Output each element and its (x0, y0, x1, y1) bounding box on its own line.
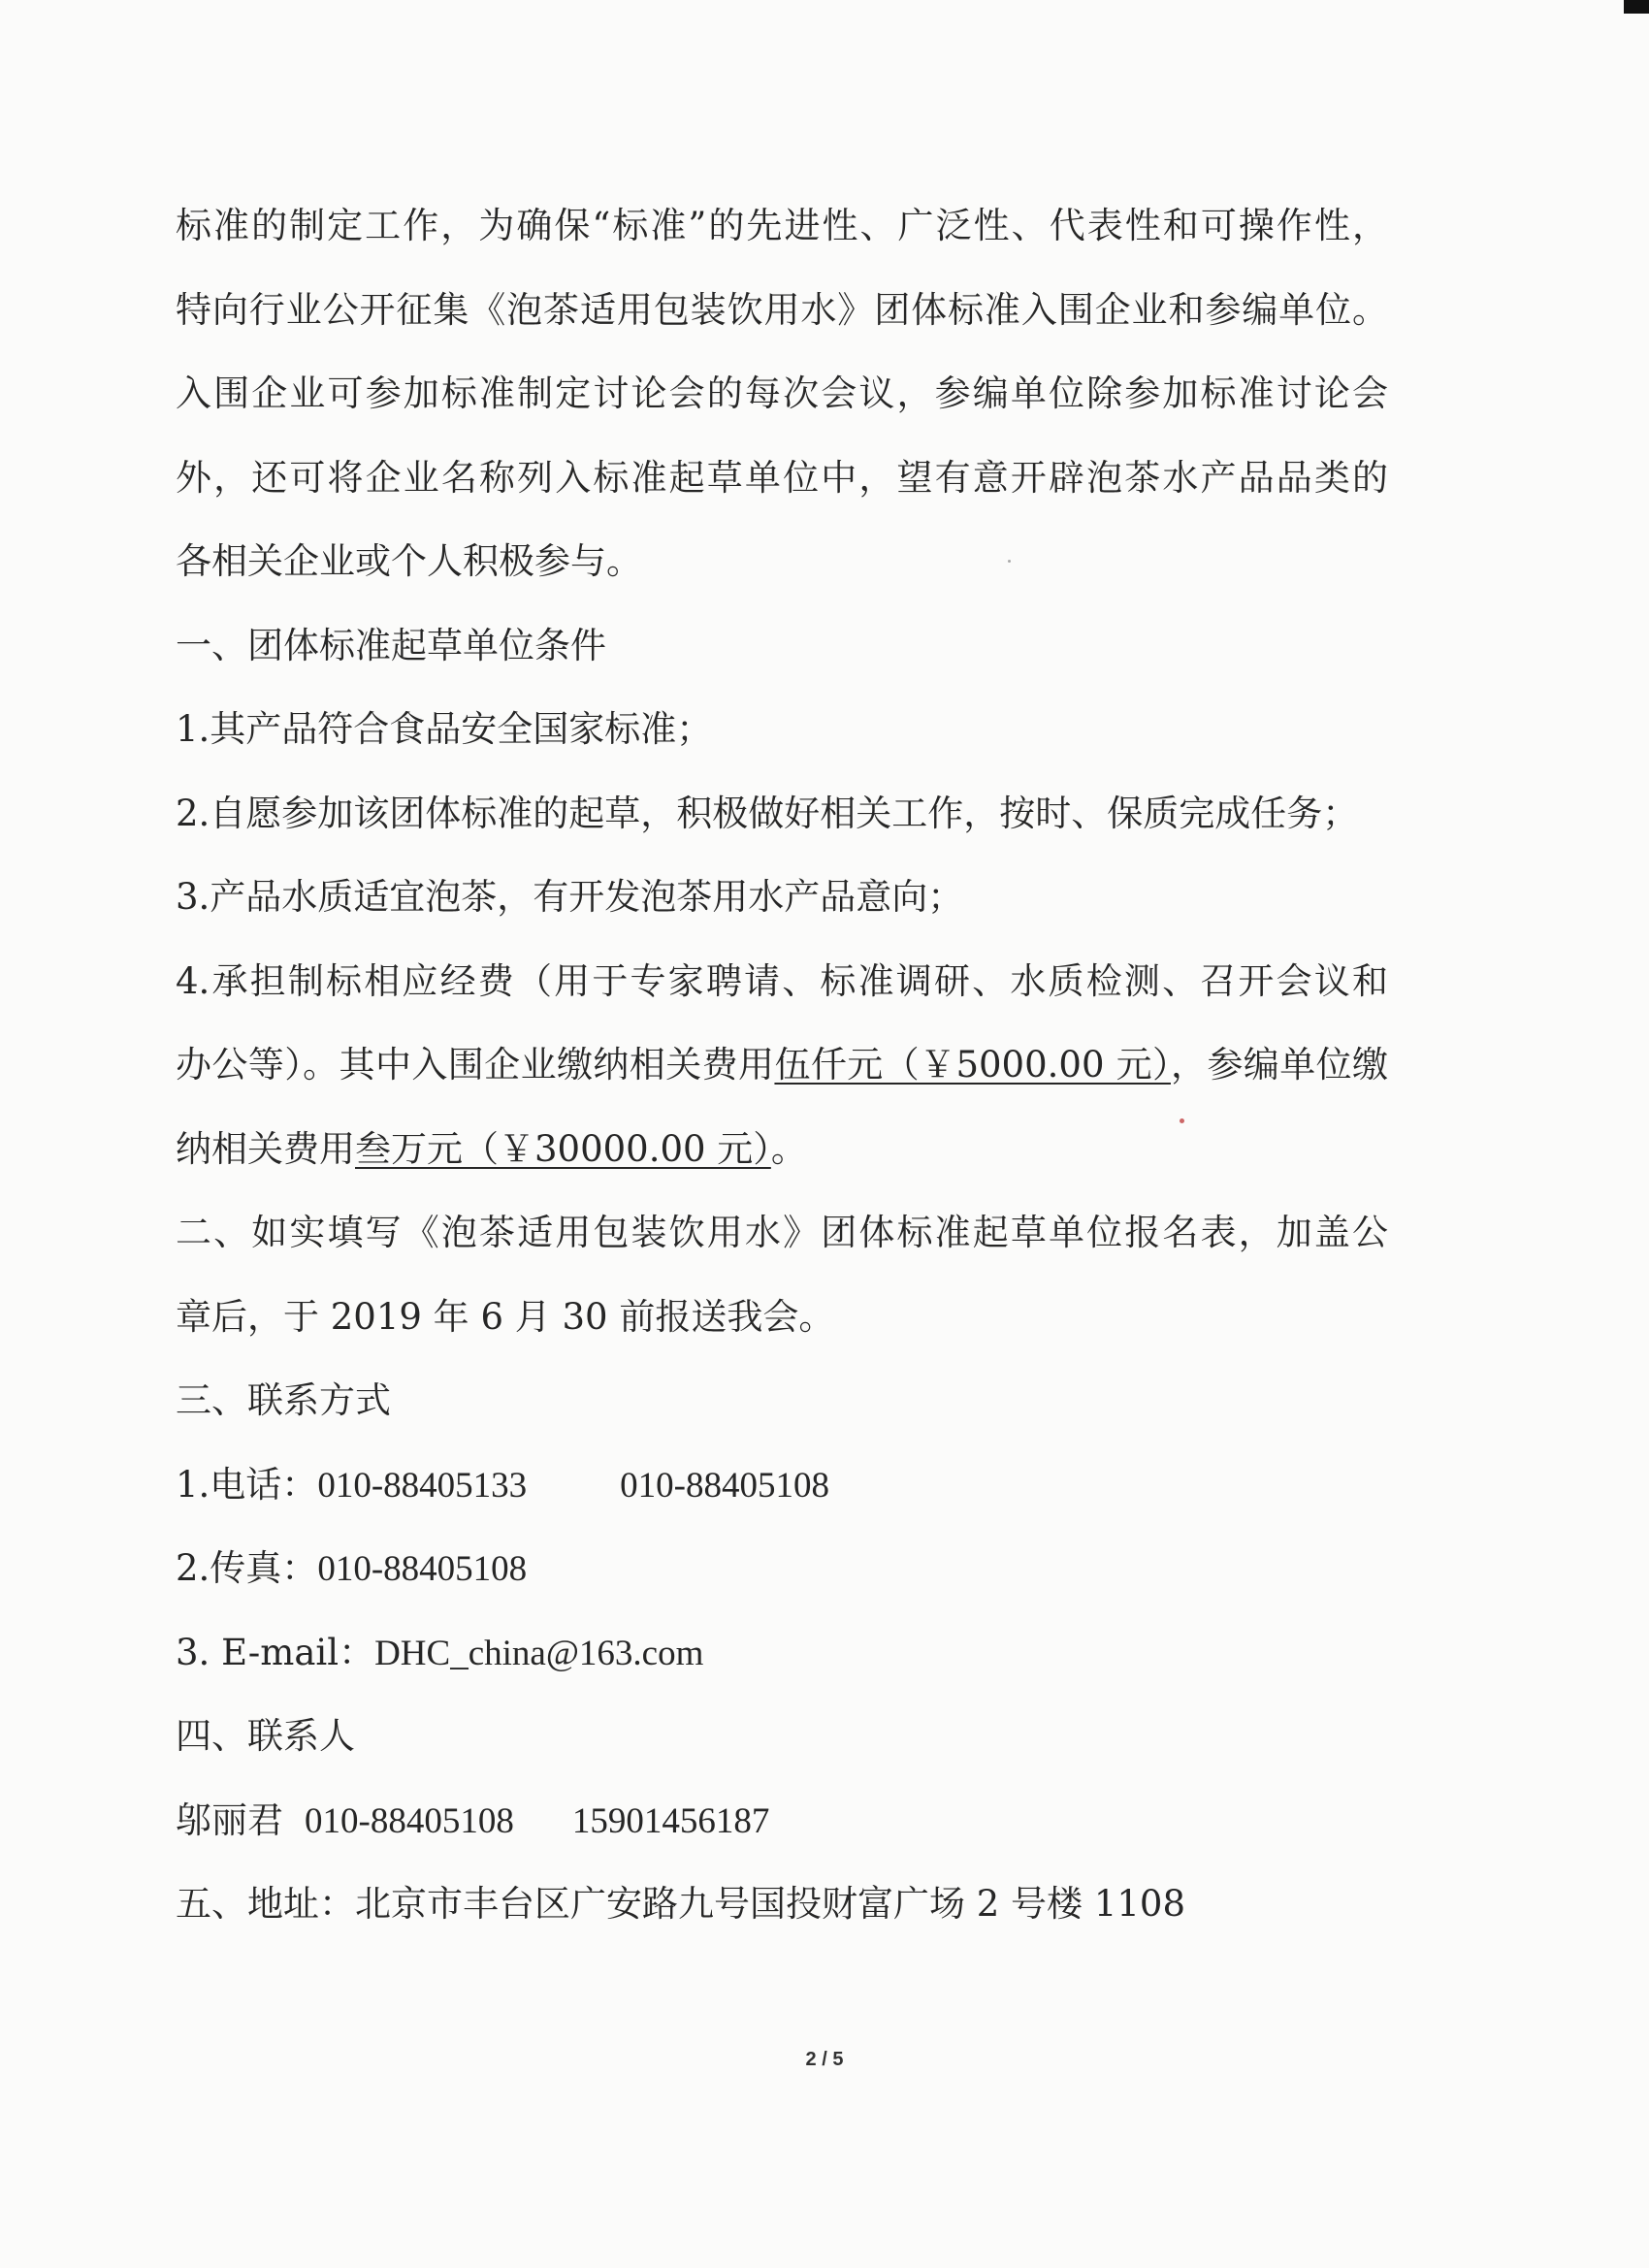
contact-name: 邬丽君 (176, 1798, 283, 1841)
email-address: DHC_china@163.com (374, 1633, 704, 1673)
section-heading-conditions: 一、团体标准起草单位条件 (176, 624, 606, 666)
fax-number: 010-88405108 (317, 1549, 528, 1589)
section-registration-cont: 章后，于 2019 年 6 月 30 前报送我会。 (176, 1295, 835, 1338)
email-label: 3. E-mail： (176, 1631, 375, 1673)
condition-item-4-end (176, 1122, 1388, 1207)
address-label: 五、地址： (176, 1883, 355, 1925)
condition-item-4-cont (176, 1038, 1388, 1122)
contact-email (176, 1626, 1388, 1710)
scan-speck (1008, 560, 1011, 563)
condition-item-2: 2.自愿参加该团体标准的起草，积极做好相关工作，按时、保质完成任务； (176, 792, 1359, 834)
paragraph-line: 外，还可将企业名称列入标准起草单位中，望有意开辟泡茶水产品品类的 (176, 456, 1388, 499)
phone-label: 1.电话： (176, 1463, 318, 1506)
paragraph-line: 标准的制定工作，为确保“标准”的先进性、广泛性、代表性和可操作性， (176, 205, 1388, 246)
paragraph-line: 入围企业可参加标准制定讨论会的每次会议，参编单位除参加标准讨论会 (176, 373, 1388, 414)
contact-tel: 010-88405108 (305, 1800, 514, 1841)
paragraph-line: 各相关企业或个人积极参与。 (176, 540, 642, 582)
fee-text: 纳相关费用 (176, 1127, 355, 1170)
fax-label: 2.传真： (176, 1547, 318, 1589)
condition-item-3: 3.产品水质适宜泡茶，有开发泡茶用水产品意向； (176, 876, 964, 918)
section-heading-contact: 三、联系方式 (176, 1379, 391, 1421)
contact-fax (176, 1541, 1388, 1626)
paragraph-line: 特向行业公开征集《泡茶适用包装饮用水》团体标准入围企业和参编单位。 (176, 288, 1388, 331)
enterprise-fee: 伍仟元（￥5000.00 元） (774, 1044, 1171, 1085)
condition-item-1: 1.其产品符合食品安全国家标准； (176, 708, 713, 750)
contact-phone (176, 1458, 1388, 1542)
document-body (176, 199, 1388, 1961)
scan-speck (1180, 1118, 1184, 1123)
phone-number-1: 010-88405133 (317, 1465, 528, 1506)
section-registration: 二、如实填写《泡茶适用包装饮用水》团体标准起草单位报名表，加盖公 (176, 1212, 1388, 1253)
address-line (176, 1877, 1388, 1961)
section-heading-contact-person: 四、联系人 (176, 1715, 355, 1757)
scan-corner-mark (1624, 0, 1649, 14)
condition-item-4: 4.承担制标相应经费（用于专家聘请、标准调研、水质检测、召开会议和 (176, 959, 1388, 1002)
fee-text: ，参编单位缴 (1170, 1044, 1389, 1085)
phone-number-2: 010-88405108 (620, 1465, 829, 1506)
contact-mobile: 15901456187 (571, 1800, 770, 1841)
page-number: 2 / 5 (805, 2049, 844, 2070)
fee-text: 办公等）。其中入围企业缴纳相关费用 (176, 1044, 775, 1085)
participant-fee: 叁万元（￥30000.00 元） (355, 1127, 771, 1170)
address-text: 北京市丰台区广安路九号国投财富广场 2 号楼 1108 (355, 1883, 1185, 1925)
fee-text: 。 (770, 1127, 807, 1170)
contact-person (176, 1794, 1388, 1878)
